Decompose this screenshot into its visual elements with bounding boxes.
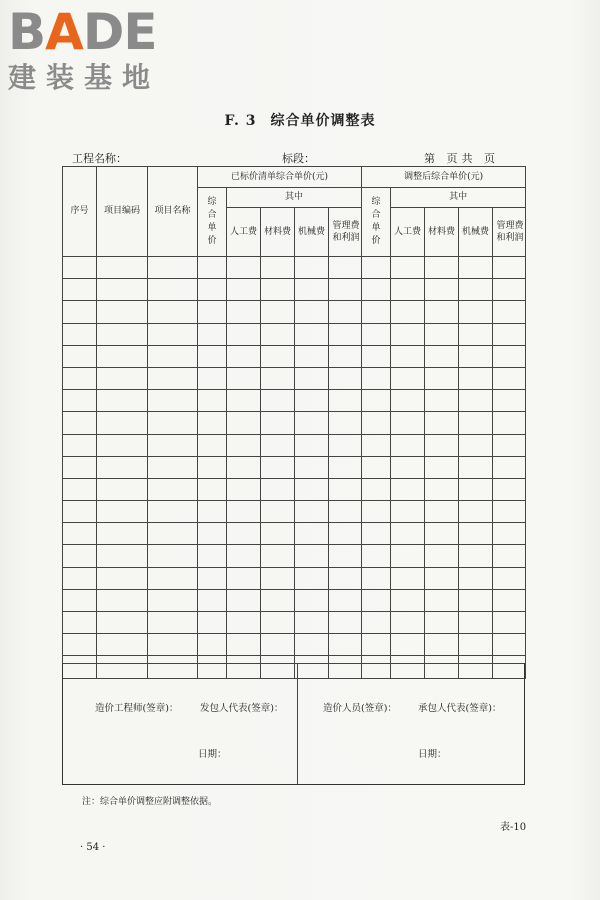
table-cell[interactable]	[329, 478, 362, 500]
table-cell[interactable]	[362, 567, 391, 589]
table-cell[interactable]	[63, 390, 97, 412]
table-row	[63, 456, 526, 478]
table-cell[interactable]	[329, 501, 362, 523]
table-cell[interactable]	[97, 301, 148, 323]
table-cell[interactable]	[425, 301, 459, 323]
table-cell[interactable]	[198, 589, 227, 611]
table-cell[interactable]	[63, 523, 97, 545]
table-cell[interactable]	[459, 434, 493, 456]
table-cell[interactable]	[227, 634, 261, 656]
table-cell[interactable]	[493, 367, 526, 389]
table-cell[interactable]	[198, 612, 227, 634]
table-cell[interactable]	[459, 257, 493, 279]
table-cell[interactable]	[198, 545, 227, 567]
form-title	[0, 110, 600, 130]
header-item-name: 项目名称	[148, 167, 198, 257]
table-cell[interactable]	[97, 634, 148, 656]
table-cell[interactable]	[493, 634, 526, 656]
table-cell[interactable]	[97, 545, 148, 567]
table-cell[interactable]	[425, 257, 459, 279]
table-cell[interactable]	[425, 612, 459, 634]
table-cell[interactable]	[198, 567, 227, 589]
table-cell[interactable]	[425, 501, 459, 523]
header-adj-among: 其中	[391, 188, 526, 208]
table-cell[interactable]	[227, 367, 261, 389]
table-cell[interactable]	[295, 412, 329, 434]
cost-engineer-signature: 造价工程师(签章)：	[95, 703, 179, 714]
table-cell[interactable]	[362, 257, 391, 279]
table-cell[interactable]	[459, 412, 493, 434]
table-cell[interactable]	[227, 257, 261, 279]
table-cell[interactable]	[425, 634, 459, 656]
table-cell[interactable]	[261, 501, 295, 523]
table-cell[interactable]	[391, 390, 425, 412]
table-cell[interactable]	[362, 390, 391, 412]
table-cell[interactable]	[198, 634, 227, 656]
table-cell[interactable]	[227, 567, 261, 589]
table-cell[interactable]	[329, 301, 362, 323]
table-cell[interactable]	[425, 567, 459, 589]
table-cell[interactable]	[391, 634, 425, 656]
table-cell[interactable]	[362, 301, 391, 323]
table-cell[interactable]	[97, 523, 148, 545]
table-row	[63, 589, 526, 611]
table-cell[interactable]	[261, 279, 295, 301]
table-cell[interactable]	[227, 523, 261, 545]
table-cell[interactable]	[493, 501, 526, 523]
table-cell[interactable]	[295, 634, 329, 656]
table-cell[interactable]	[295, 567, 329, 589]
table-cell[interactable]	[97, 612, 148, 634]
table-cell[interactable]	[362, 279, 391, 301]
table-cell[interactable]	[198, 257, 227, 279]
table-cell[interactable]	[329, 456, 362, 478]
table-cell[interactable]	[97, 478, 148, 500]
table-cell[interactable]	[493, 301, 526, 323]
table-row	[63, 390, 526, 412]
table-cell[interactable]	[295, 501, 329, 523]
table-cell[interactable]	[198, 367, 227, 389]
cost-staff-signature: 造价人员(签章)：	[323, 703, 397, 714]
logo-subtitle: 建装基地	[8, 61, 161, 94]
table-cell[interactable]	[391, 257, 425, 279]
table-cell[interactable]	[329, 367, 362, 389]
table-row	[63, 367, 526, 389]
table-cell[interactable]	[459, 478, 493, 500]
table-cell[interactable]	[261, 545, 295, 567]
table-row	[63, 301, 526, 323]
table-cell[interactable]	[295, 301, 329, 323]
table-cell[interactable]	[261, 390, 295, 412]
table-cell[interactable]	[148, 478, 198, 500]
table-cell[interactable]	[329, 634, 362, 656]
table-cell[interactable]	[63, 434, 97, 456]
table-cell[interactable]	[329, 523, 362, 545]
page-number: · 54 ·	[80, 842, 106, 853]
table-cell[interactable]	[148, 323, 198, 345]
table-cell[interactable]	[295, 367, 329, 389]
page-count-label: 第 页共 页	[424, 152, 499, 165]
table-cell[interactable]	[97, 567, 148, 589]
table-cell[interactable]	[493, 589, 526, 611]
table-cell[interactable]	[459, 634, 493, 656]
table-cell[interactable]	[227, 434, 261, 456]
table-row	[63, 412, 526, 434]
header-adj-labor: 人工费	[391, 208, 425, 257]
table-cell[interactable]	[329, 567, 362, 589]
table-cell[interactable]	[459, 589, 493, 611]
table-cell[interactable]	[391, 412, 425, 434]
table-cell[interactable]	[63, 478, 97, 500]
table-cell[interactable]	[391, 323, 425, 345]
table-row	[63, 567, 526, 589]
date-right: 日期：	[418, 749, 447, 760]
table-cell[interactable]	[148, 612, 198, 634]
table-cell[interactable]	[459, 390, 493, 412]
table-cell[interactable]	[329, 545, 362, 567]
signature-divider	[297, 664, 298, 784]
header-adj-composite: 综合单价	[362, 188, 391, 257]
table-cell[interactable]	[391, 345, 425, 367]
table-cell[interactable]	[295, 545, 329, 567]
table-row	[63, 257, 526, 279]
table-cell[interactable]	[261, 456, 295, 478]
table-cell[interactable]	[261, 634, 295, 656]
table-cell[interactable]	[63, 323, 97, 345]
table-cell[interactable]	[148, 501, 198, 523]
bade-logo	[6, 4, 176, 96]
table-cell[interactable]	[391, 456, 425, 478]
table-cell[interactable]	[198, 412, 227, 434]
header-bid-among: 其中	[227, 188, 362, 208]
table-cell[interactable]	[425, 523, 459, 545]
table-cell[interactable]	[295, 612, 329, 634]
table-cell[interactable]	[261, 301, 295, 323]
table-cell[interactable]	[493, 323, 526, 345]
table-cell[interactable]	[493, 279, 526, 301]
table-cell[interactable]	[362, 323, 391, 345]
header-bid-labor: 人工费	[227, 208, 261, 257]
table-cell[interactable]	[459, 345, 493, 367]
table-row	[63, 434, 526, 456]
table-cell[interactable]	[148, 367, 198, 389]
table-cell[interactable]	[493, 545, 526, 567]
table-cell[interactable]	[198, 434, 227, 456]
table-cell[interactable]	[425, 367, 459, 389]
table-cell[interactable]	[329, 434, 362, 456]
signature-panel	[62, 663, 525, 785]
contractor-rep-signature: 承包人代表(签章)：	[418, 703, 502, 714]
table-cell[interactable]	[295, 434, 329, 456]
table-cell[interactable]	[459, 523, 493, 545]
table-cell[interactable]	[97, 501, 148, 523]
table-cell[interactable]	[391, 367, 425, 389]
table-cell[interactable]	[391, 501, 425, 523]
table-cell[interactable]	[362, 456, 391, 478]
table-cell[interactable]	[63, 456, 97, 478]
table-cell[interactable]	[295, 589, 329, 611]
table-cell[interactable]	[97, 456, 148, 478]
header-seq: 序号	[63, 167, 97, 257]
table-cell[interactable]	[198, 456, 227, 478]
table-cell[interactable]	[198, 301, 227, 323]
table-cell[interactable]	[459, 545, 493, 567]
header-adj-material: 材料费	[425, 208, 459, 257]
table-cell[interactable]	[329, 323, 362, 345]
table-cell[interactable]	[493, 523, 526, 545]
table-cell[interactable]	[148, 456, 198, 478]
table-cell[interactable]	[459, 279, 493, 301]
table-cell[interactable]	[362, 545, 391, 567]
table-cell[interactable]	[261, 589, 295, 611]
table-cell[interactable]	[391, 523, 425, 545]
table-cell[interactable]	[425, 545, 459, 567]
table-cell[interactable]	[493, 456, 526, 478]
table-cell[interactable]	[329, 257, 362, 279]
table-row	[63, 501, 526, 523]
table-cell[interactable]	[362, 612, 391, 634]
table-row	[63, 345, 526, 367]
table-cell[interactable]	[227, 545, 261, 567]
table-cell[interactable]	[97, 390, 148, 412]
table-cell[interactable]	[425, 456, 459, 478]
table-cell[interactable]	[391, 478, 425, 500]
table-cell[interactable]	[261, 612, 295, 634]
table-cell[interactable]	[493, 257, 526, 279]
table-cell[interactable]	[425, 589, 459, 611]
table-cell[interactable]	[63, 257, 97, 279]
table-cell[interactable]	[97, 434, 148, 456]
table-cell[interactable]	[391, 589, 425, 611]
table-cell[interactable]	[329, 612, 362, 634]
footnote: 注：综合单价调整应附调整依据。	[82, 797, 218, 807]
table-cell[interactable]	[63, 612, 97, 634]
table-cell[interactable]	[148, 412, 198, 434]
table-cell[interactable]	[493, 412, 526, 434]
table-cell[interactable]	[261, 434, 295, 456]
table-cell[interactable]	[391, 567, 425, 589]
table-cell[interactable]	[459, 456, 493, 478]
table-row	[63, 523, 526, 545]
table-cell[interactable]	[97, 279, 148, 301]
table-cell[interactable]	[362, 523, 391, 545]
table-cell[interactable]	[148, 434, 198, 456]
table-row	[63, 323, 526, 345]
table-cell[interactable]	[261, 367, 295, 389]
table-cell[interactable]	[425, 390, 459, 412]
table-cell[interactable]	[148, 523, 198, 545]
table-cell[interactable]	[493, 567, 526, 589]
table-cell[interactable]	[261, 323, 295, 345]
table-cell[interactable]	[493, 612, 526, 634]
table-cell[interactable]	[362, 412, 391, 434]
table-cell[interactable]	[459, 367, 493, 389]
table-cell[interactable]	[459, 501, 493, 523]
table-row	[63, 545, 526, 567]
table-cell[interactable]	[261, 412, 295, 434]
table-cell[interactable]	[425, 412, 459, 434]
table-cell[interactable]	[295, 279, 329, 301]
table-cell[interactable]	[329, 390, 362, 412]
table-cell[interactable]	[198, 279, 227, 301]
table-cell[interactable]	[227, 501, 261, 523]
table-cell[interactable]	[459, 323, 493, 345]
table-cell[interactable]	[227, 589, 261, 611]
header-bid-machine: 机械费	[295, 208, 329, 257]
table-cell[interactable]	[425, 345, 459, 367]
form-title-text: 综合单价调整表	[270, 113, 376, 129]
table-cell[interactable]	[97, 412, 148, 434]
header-adj-machine: 机械费	[459, 208, 493, 257]
adjustment-table	[62, 166, 526, 679]
table-cell[interactable]	[198, 345, 227, 367]
header-adj-mgmt: 管理费和利润	[493, 208, 526, 257]
table-row	[63, 612, 526, 634]
table-cell[interactable]	[227, 478, 261, 500]
table-cell[interactable]	[362, 589, 391, 611]
table-row	[63, 478, 526, 500]
table-row	[63, 279, 526, 301]
table-cell[interactable]	[329, 412, 362, 434]
table-cell[interactable]	[227, 390, 261, 412]
table-cell[interactable]	[63, 345, 97, 367]
table-cell[interactable]	[63, 301, 97, 323]
table-cell[interactable]	[261, 345, 295, 367]
table-cell[interactable]	[295, 257, 329, 279]
table-cell[interactable]	[459, 612, 493, 634]
table-cell[interactable]	[295, 456, 329, 478]
table-cell[interactable]	[295, 523, 329, 545]
table-cell[interactable]	[148, 545, 198, 567]
table-cell[interactable]	[227, 612, 261, 634]
table-cell[interactable]	[63, 634, 97, 656]
table-cell[interactable]	[261, 567, 295, 589]
table-cell[interactable]	[391, 301, 425, 323]
form-number: F. 3	[224, 113, 257, 129]
table-cell[interactable]	[198, 501, 227, 523]
table-cell[interactable]	[97, 589, 148, 611]
header-adjusted-unit-price: 调整后综合单价(元)	[362, 167, 526, 188]
table-cell[interactable]	[329, 345, 362, 367]
table-cell[interactable]	[148, 634, 198, 656]
table-cell[interactable]	[63, 367, 97, 389]
table-cell[interactable]	[97, 323, 148, 345]
table-cell[interactable]	[148, 301, 198, 323]
table-cell[interactable]	[97, 345, 148, 367]
table-cell[interactable]	[459, 301, 493, 323]
header-bid-unit-price: 已标价清单综合单价(元)	[198, 167, 362, 188]
table-cell[interactable]	[329, 279, 362, 301]
header-bid-material: 材料费	[261, 208, 295, 257]
table-cell[interactable]	[97, 257, 148, 279]
table-cell[interactable]	[362, 634, 391, 656]
table-cell[interactable]	[148, 279, 198, 301]
table-cell[interactable]	[295, 323, 329, 345]
table-cell[interactable]	[63, 545, 97, 567]
table-cell[interactable]	[63, 279, 97, 301]
table-cell[interactable]	[227, 456, 261, 478]
table-cell[interactable]	[362, 434, 391, 456]
table-cell[interactable]	[227, 412, 261, 434]
logo-wordmark: BADE	[8, 3, 157, 61]
table-cell[interactable]	[295, 345, 329, 367]
table-cell[interactable]	[425, 434, 459, 456]
table-cell[interactable]	[362, 367, 391, 389]
table-cell[interactable]	[97, 367, 148, 389]
employer-rep-signature: 发包人代表(签章)：	[200, 703, 284, 714]
date-left: 日期：	[198, 749, 227, 760]
section-label: 标段：	[282, 152, 315, 165]
table-cell[interactable]	[391, 279, 425, 301]
table-cell[interactable]	[493, 434, 526, 456]
table-cell[interactable]	[63, 567, 97, 589]
table-cell[interactable]	[148, 567, 198, 589]
header-bid-composite: 综合单价	[198, 188, 227, 257]
table-cell[interactable]	[425, 323, 459, 345]
table-cell[interactable]	[295, 478, 329, 500]
table-cell[interactable]	[391, 434, 425, 456]
table-cell[interactable]	[261, 257, 295, 279]
table-cell[interactable]	[227, 323, 261, 345]
table-cell[interactable]	[227, 279, 261, 301]
table-cell[interactable]	[391, 545, 425, 567]
table-cell[interactable]	[493, 390, 526, 412]
table-cell[interactable]	[148, 589, 198, 611]
table-cell[interactable]	[148, 257, 198, 279]
table-cell[interactable]	[459, 567, 493, 589]
table-cell[interactable]	[148, 390, 198, 412]
table-cell[interactable]	[148, 345, 198, 367]
table-cell[interactable]	[329, 589, 362, 611]
table-row	[63, 634, 526, 656]
table-cell[interactable]	[362, 501, 391, 523]
header-bid-mgmt: 管理费和利润	[329, 208, 362, 257]
table-cell[interactable]	[198, 478, 227, 500]
table-cell[interactable]	[261, 478, 295, 500]
table-cell[interactable]	[493, 478, 526, 500]
table-cell[interactable]	[391, 612, 425, 634]
table-cell[interactable]	[63, 589, 97, 611]
table-cell[interactable]	[63, 501, 97, 523]
table-cell[interactable]	[227, 301, 261, 323]
table-cell[interactable]	[425, 478, 459, 500]
table-cell[interactable]	[227, 345, 261, 367]
table-cell[interactable]	[362, 345, 391, 367]
table-cell[interactable]	[261, 523, 295, 545]
table-cell[interactable]	[198, 523, 227, 545]
table-cell[interactable]	[63, 412, 97, 434]
table-number: 表-10	[500, 822, 527, 833]
table-cell[interactable]	[295, 390, 329, 412]
table-cell[interactable]	[198, 390, 227, 412]
table-cell[interactable]	[425, 279, 459, 301]
table-cell[interactable]	[198, 323, 227, 345]
table-cell[interactable]	[362, 478, 391, 500]
table-cell[interactable]	[493, 345, 526, 367]
header-item-code: 项目编码	[97, 167, 148, 257]
project-name-label: 工程名称：	[72, 152, 127, 165]
